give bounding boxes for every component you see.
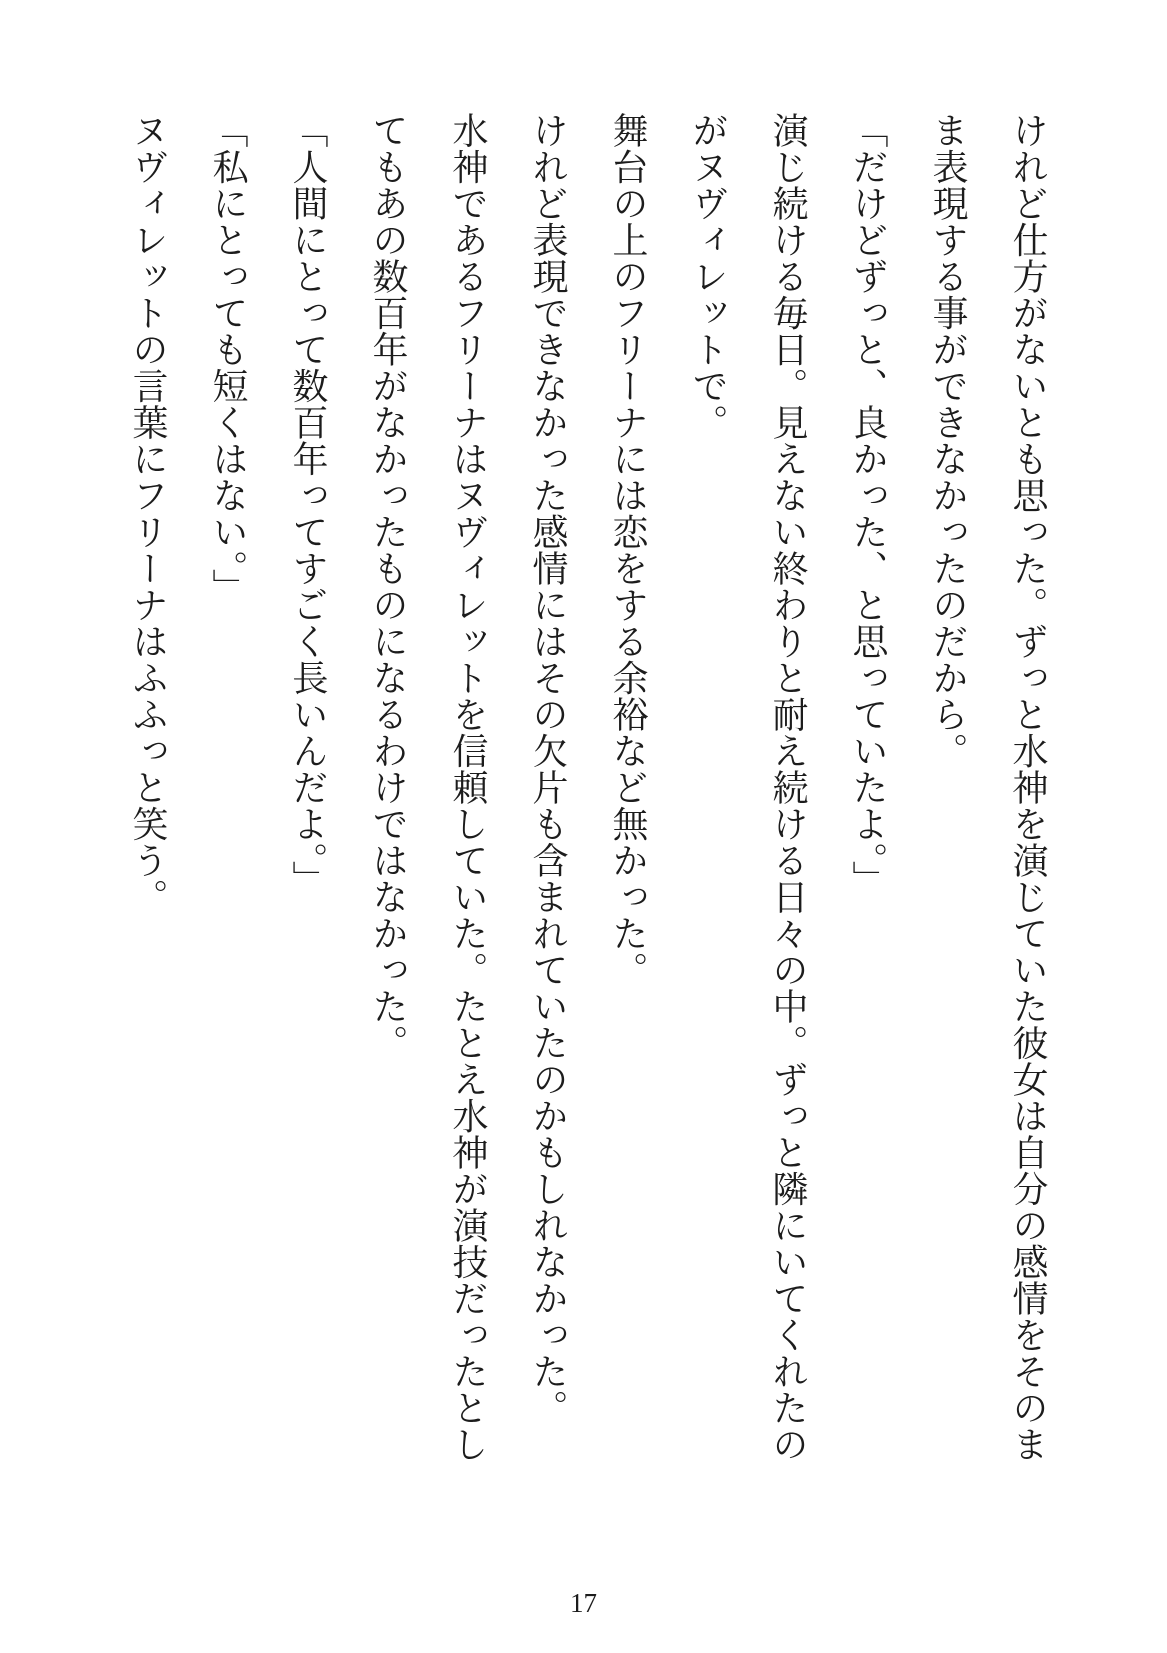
text-body [108,112,1068,1477]
text-column: てもあの数百年がなかったものになるわけではなかった。 [368,112,408,1061]
page-number: 17 [570,1588,597,1618]
text-column: 演じ続ける毎日。見えない終わりと耐え続ける日々の中。ずっと隣にいてくれたの [768,112,808,1463]
text-column: 舞台の上のフリーナには恋をする余裕など無かった。 [608,112,648,988]
text-column: ま表現する事ができなかったのだから。 [928,112,968,769]
text-column: 「私にとっても短くはない。」 [208,112,248,605]
text-column: 「人間にとって数百年ってすごく長いんだよ。」 [288,112,328,897]
text-column: 水神であるフリーナはヌヴィレットを信頼していた。たとえ水神が演技だったとし [448,112,488,1463]
text-column: けれど表現できなかった感情にはその欠片も含まれていたのかもしれなかった。 [528,112,568,1426]
text-column: がヌヴィレットで。 [688,112,728,441]
text-column: けれど仕方がないとも思った。ずっと水神を演じていた彼女は自分の感情をそのま [1008,112,1048,1463]
text-column: ヌヴィレットの言葉にフリーナはふふっと笑う。 [128,112,168,915]
text-column: 「だけどずっと、良かった、と思っていたよ。」 [848,112,888,897]
